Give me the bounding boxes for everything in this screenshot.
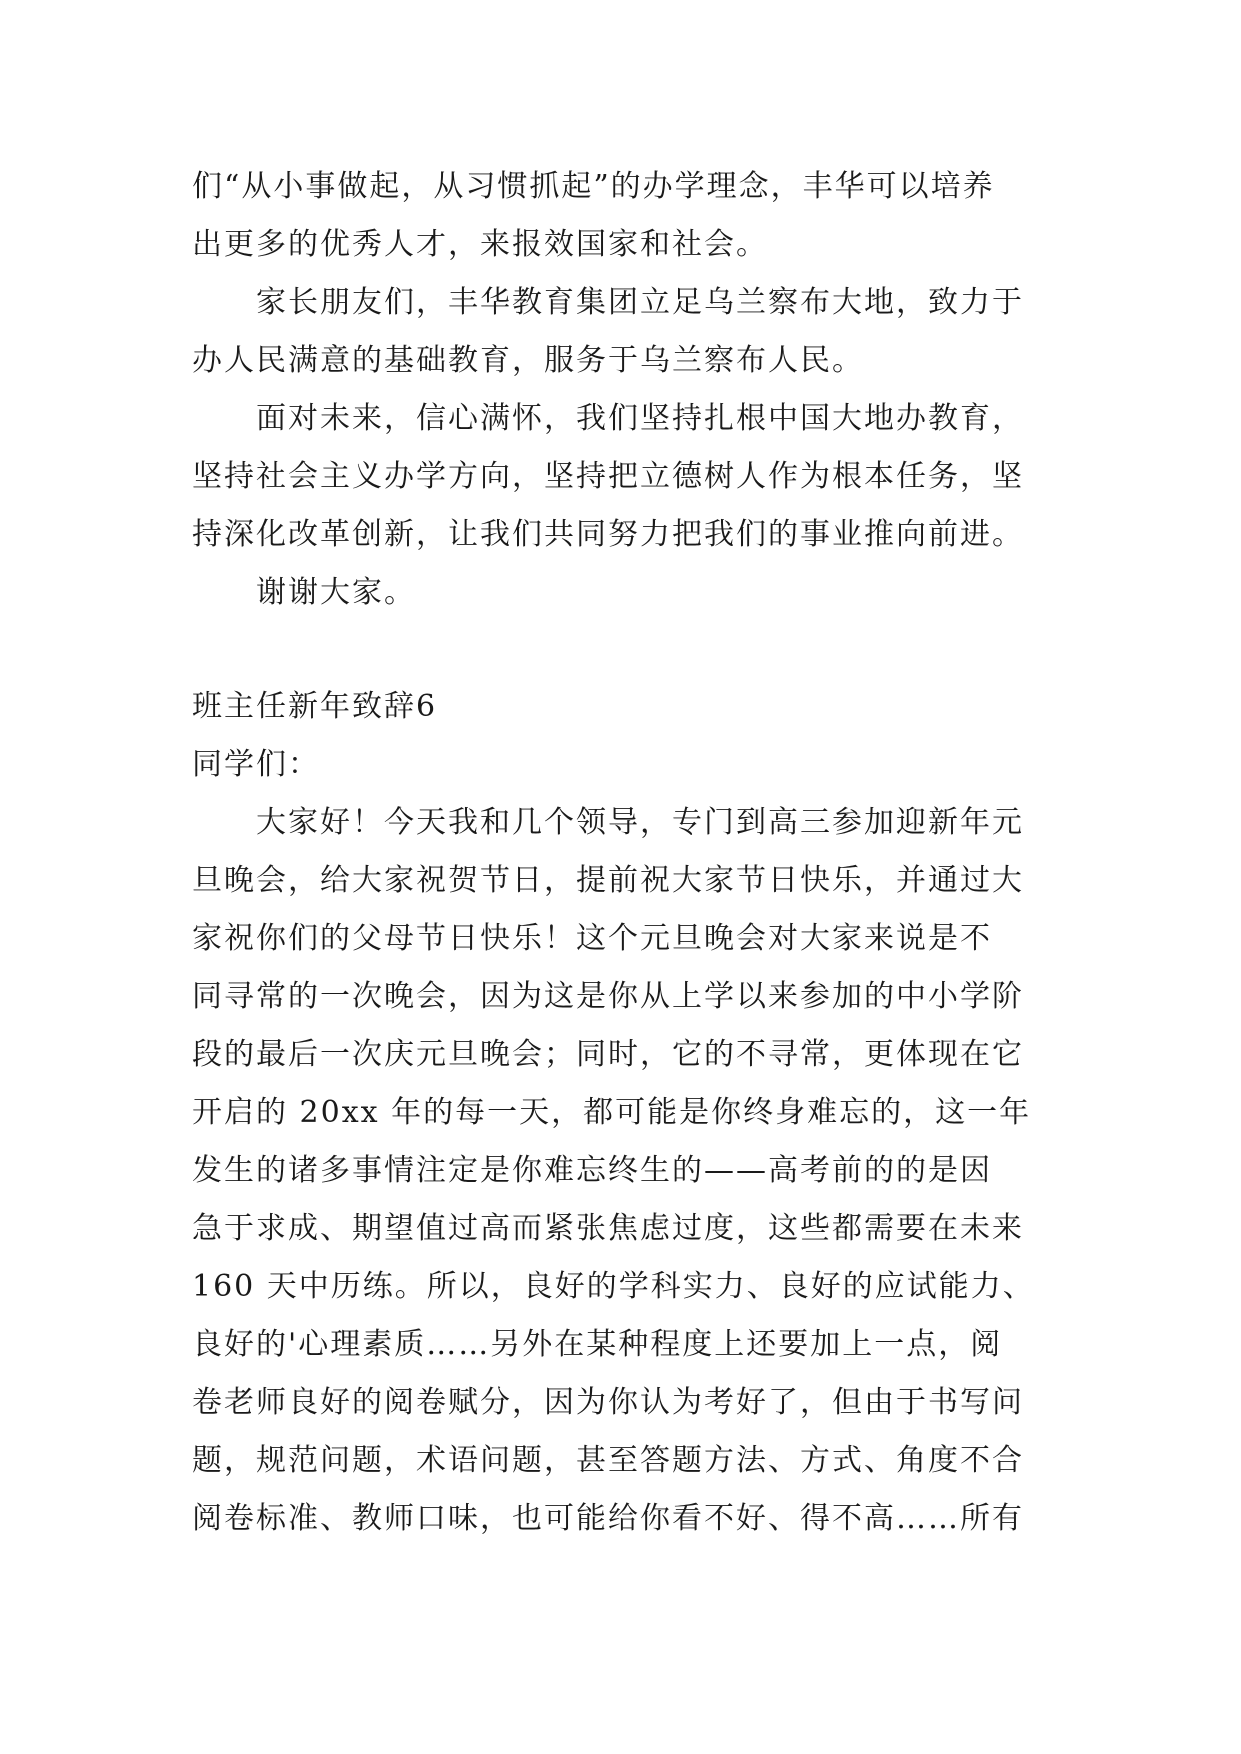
text-line: 持深化改革创新，让我们共同努力把我们的事业推向前进。 [192, 517, 1024, 552]
document-body [192, 158, 1062, 1548]
text-line: 题，规范问题，术语问题，甚至答题方法、方式、角度不合 [192, 1443, 1024, 1478]
text-line: 坚持社会主义办学方向，坚持把立德树人作为根本任务，坚 [192, 459, 1024, 494]
text-line: 家长朋友们，丰华教育集团立足乌兰察布大地，致力于 [256, 285, 1024, 320]
paragraph-thanks [192, 564, 1062, 622]
paragraph-parents [192, 274, 1062, 390]
section-title: 班主任新年致辞6 [192, 689, 438, 724]
paragraph-continuation [192, 158, 1062, 274]
text-line: 旦晚会，给大家祝贺节日，提前祝大家节日快乐，并通过大 [192, 863, 1024, 898]
text-line: 出更多的优秀人才，来报效国家和社会。 [192, 227, 768, 262]
text-line: 发生的诸多事情注定是你难忘终生的——高考前的的是因 [192, 1153, 992, 1188]
text-line: 阅卷标准、教师口味，也可能给你看不好、得不高……所有 [192, 1501, 1024, 1536]
text-line: 卷老师良好的阅卷赋分，因为你认为考好了，但由于书写问 [192, 1385, 1024, 1420]
text-line: 大家好！今天我和几个领导，专门到高三参加迎新年元 [256, 805, 1024, 840]
text-line: 面对未来，信心满怀，我们坚持扎根中国大地办教育， [256, 401, 1024, 436]
paragraph-future [192, 390, 1062, 564]
paragraph-greeting [192, 794, 1062, 1548]
text-line: 同寻常的一次晚会，因为这是你从上学以来参加的中小学阶 [192, 979, 1024, 1014]
text-line: 160 天中历练。所以，良好的学科实力、良好的应试能力、 [192, 1269, 1035, 1304]
text-line: 家祝你们的父母节日快乐！这个元旦晚会对大家来说是不 [192, 921, 992, 956]
text-line: 办人民满意的基础教育，服务于乌兰察布人民。 [192, 343, 864, 378]
salutation: 同学们： [192, 747, 320, 782]
text-line: 开启的 20xx 年的每一天，都可能是你终身难忘的，这一年 [192, 1095, 1032, 1130]
text-line: 谢谢大家。 [256, 575, 416, 610]
text-line: 良好的'心理素质……另外在某种程度上还要加上一点，阅 [192, 1327, 1003, 1362]
section-gap [192, 622, 1062, 678]
text-line: 段的最后一次庆元旦晚会；同时，它的不寻常，更体现在它 [192, 1037, 1024, 1072]
text-line: 急于求成、期望值过高而紧张焦虑过度，这些都需要在未来 [192, 1211, 1024, 1246]
text-line: 们“从小事做起，从习惯抓起”的办学理念，丰华可以培养 [192, 169, 995, 204]
